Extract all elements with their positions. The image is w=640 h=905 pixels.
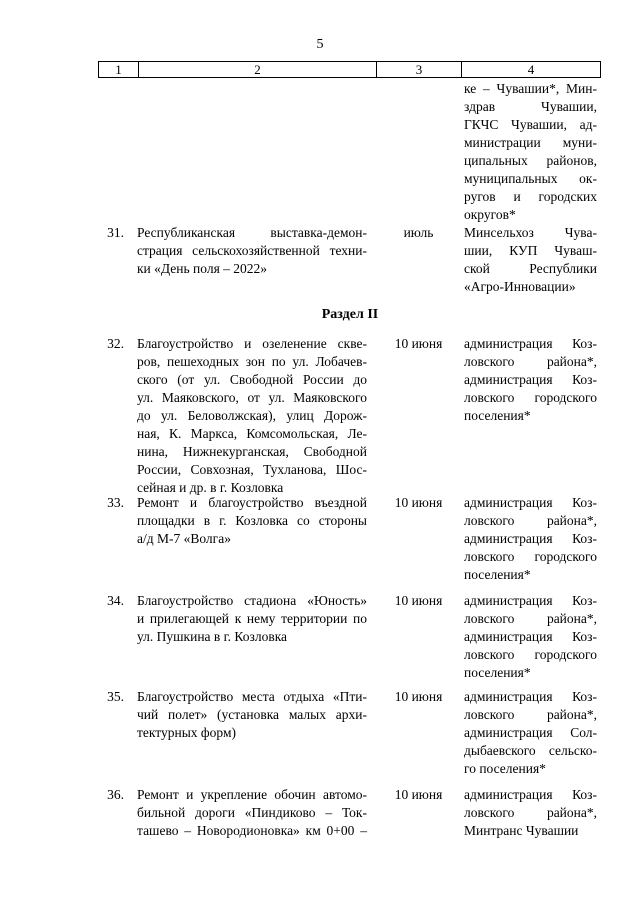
row-executors: [464, 592, 597, 682]
text-line: ке – Чувашии*, Мин-: [464, 81, 597, 96]
row-number: 36.: [107, 787, 124, 802]
section-title: Раздел II: [321, 307, 379, 322]
text-line: поселения*: [464, 567, 531, 582]
header-col-1: 1: [99, 62, 139, 78]
text-line: Ремонт и благоустройство въездной: [137, 495, 367, 510]
text-line: ловского района*,: [464, 354, 597, 369]
header-col-2: 2: [139, 62, 377, 78]
text-line: Минсельхоз Чува-: [464, 225, 597, 240]
row-term: 10 июня: [394, 593, 443, 608]
row-term: 10 июня: [394, 336, 443, 351]
text-line: Ремонт и укрепление обочин автомо-: [137, 787, 367, 802]
text-line: администрация Коз-: [464, 336, 597, 351]
text-line: дыбаевского сельско-: [464, 743, 597, 758]
text-line: ул. Маяковского, от ул. Маяковского: [137, 390, 367, 405]
header-col-4: 4: [462, 62, 601, 78]
text-line: ная, К. Маркса, Комсомольская, Ле-: [137, 426, 367, 441]
text-line: ул. Пушкина в г. Козловка: [137, 629, 288, 644]
text-line: администрация Коз-: [464, 593, 597, 608]
row-description: [137, 224, 367, 278]
text-line: Благоустройство места отдыха «Пти-: [137, 689, 367, 704]
text-line: ципальных районов,: [464, 153, 597, 168]
row-number: 33.: [107, 495, 124, 510]
text-line: ругов и городских: [464, 189, 597, 204]
row-number: 35.: [107, 689, 124, 704]
text-line: ловского городского: [464, 549, 597, 564]
text-line: министрации муни-: [464, 135, 597, 150]
text-line: ской Республики: [464, 261, 597, 276]
text-line: администрация Коз-: [464, 495, 597, 510]
text-line: страция сельскохозяйственной техни-: [137, 243, 367, 258]
text-line: ского (от ул. Свободной России до: [137, 372, 367, 387]
row-executors: [464, 224, 597, 296]
text-line: ров, пешеходных зон по ул. Лобачев-: [137, 354, 367, 369]
text-line: ГКЧС Чувашии, ад-: [464, 117, 597, 132]
row-executors: [464, 786, 597, 840]
text-line: поселения*: [464, 665, 531, 680]
text-line: и прилегающей к нему территории по: [137, 611, 367, 626]
text-line: Республиканская выставка-демон-: [137, 225, 367, 240]
row-executors: [464, 494, 597, 584]
text-line: площадки в г. Козловка со стороны: [137, 513, 367, 528]
row-term: 10 июня: [394, 689, 443, 704]
row-executors: [464, 80, 597, 224]
text-line: бильной дороги «Пиндиково – Ток-: [137, 805, 367, 820]
text-line: администрация Коз-: [464, 689, 597, 704]
row-executors: [464, 335, 597, 425]
text-line: «Агро-Инновации»: [464, 279, 576, 294]
text-line: до ул. Беловолжская), улиц Дорож-: [137, 408, 367, 423]
text-line: администрация Коз-: [464, 787, 597, 802]
text-line: Благоустройство стадиона «Юность»: [137, 593, 367, 608]
text-line: здрав Чувашии,: [464, 99, 597, 114]
text-line: Благоустройство и озеленение скве-: [137, 336, 367, 351]
text-line: а/д М-7 «Волга»: [137, 531, 231, 546]
text-line: ловского района*,: [464, 611, 597, 626]
text-line: шии, КУП Чуваш-: [464, 243, 597, 258]
text-line: поселения*: [464, 408, 531, 423]
row-description: [137, 688, 367, 742]
text-line: чий полет» (установка малых архи-: [137, 707, 367, 722]
text-line: муниципальных ок-: [464, 171, 597, 186]
row-description: [137, 494, 367, 548]
text-line: администрация Коз-: [464, 372, 597, 387]
text-line: администрация Коз-: [464, 629, 597, 644]
row-number: 32.: [107, 336, 124, 351]
text-line: го поселения*: [464, 761, 546, 776]
text-line: ловского городского: [464, 390, 597, 405]
row-executors: [464, 688, 597, 778]
row-description: [137, 786, 367, 840]
row-term: июль: [403, 225, 434, 240]
row-description: [137, 592, 367, 646]
text-line: ловского района*,: [464, 707, 597, 722]
row-number: 31.: [107, 225, 124, 240]
text-line: администрация Сол-: [464, 725, 597, 740]
row-term: 10 июня: [394, 495, 443, 510]
text-line: ки «День поля – 2022»: [137, 261, 268, 276]
text-line: России, Совхозная, Тухланова, Шос-: [137, 462, 367, 477]
row-term: 10 июня: [394, 787, 443, 802]
row-description: [137, 335, 367, 497]
header-col-3: 3: [377, 62, 462, 78]
text-line: ловского городского: [464, 647, 597, 662]
text-line: ташево – Новородионовка» км 0+00 –: [137, 823, 367, 838]
row-number: 34.: [107, 593, 124, 608]
text-line: ловского района*,: [464, 513, 597, 528]
page-number: 5: [316, 37, 324, 52]
table-header: [98, 61, 601, 78]
text-line: нина, Нижнекурганская, Свободной: [137, 444, 367, 459]
text-line: сейная и др. в г. Козловка: [137, 480, 284, 495]
text-line: Минтранс Чувашии: [464, 823, 579, 838]
text-line: ловского района*,: [464, 805, 597, 820]
text-line: администрация Коз-: [464, 531, 597, 546]
text-line: тектурных форм): [137, 725, 236, 740]
text-line: округов*: [464, 207, 516, 222]
